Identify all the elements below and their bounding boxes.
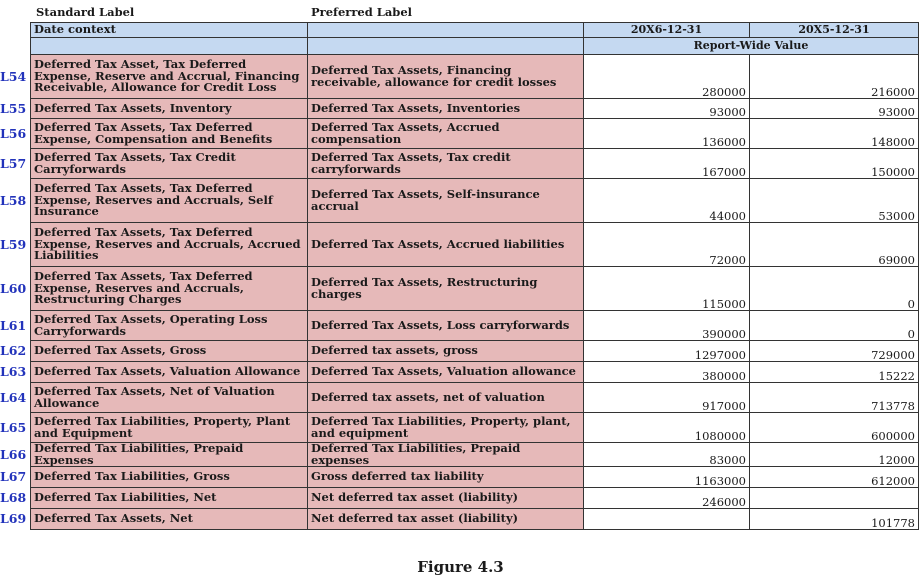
value-20x6-cell: 246000 xyxy=(584,488,750,509)
value-20x6-cell: 93000 xyxy=(584,99,750,119)
date-context-row xyxy=(31,23,919,38)
row-id-label: L67 xyxy=(0,469,27,484)
value-20x5-cell: 612000 xyxy=(750,467,919,488)
row-id-label: L57 xyxy=(0,155,27,171)
value-20x6-cell: 280000 xyxy=(584,55,750,99)
row-id-label: L66 xyxy=(0,446,27,462)
row-id-label: L64 xyxy=(0,389,27,405)
table-row xyxy=(31,509,919,530)
period-col2-header: 20X5-12-31 xyxy=(750,23,919,38)
row-id-label: L62 xyxy=(0,343,27,358)
deferred-tax-table xyxy=(30,22,919,530)
table-row xyxy=(31,383,919,413)
value-20x6-cell: 1163000 xyxy=(584,467,750,488)
table-row xyxy=(31,267,919,311)
standard-label-cell: Deferred Tax Assets, Tax Deferred Expense, Compensation and Benefits xyxy=(31,119,308,149)
value-20x5-cell: 93000 xyxy=(750,99,919,119)
standard-label-cell: Deferred Tax Liabilities, Net xyxy=(31,488,308,509)
value-20x5-cell xyxy=(750,488,919,509)
standard-label-cell: Deferred Tax Liabilities, Gross xyxy=(31,467,308,488)
report-wide-value-header: Report-Wide Value xyxy=(584,38,919,55)
value-20x6-cell: 115000 xyxy=(584,267,750,311)
table-row xyxy=(31,341,919,362)
table-row xyxy=(31,467,919,488)
value-20x5-cell: 0 xyxy=(750,267,919,311)
standard-label-cell: Deferred Tax Assets, Operating Loss Carryforwards xyxy=(31,311,308,341)
value-20x5-cell: 729000 xyxy=(750,341,919,362)
standard-label-cell: Deferred Tax Asset, Tax Deferred Expense, Reserve and Accrual, Financing Receivable, Allowance for Credit Loss xyxy=(31,55,308,99)
value-20x5-cell: 150000 xyxy=(750,149,919,179)
value-20x6-cell: 44000 xyxy=(584,179,750,223)
preferred-label-cell: Deferred Tax Assets, Restructuring charges xyxy=(308,267,584,311)
value-20x5-cell: 101778 xyxy=(750,509,919,530)
preferred-label-cell: Deferred tax assets, net of valuation xyxy=(308,383,584,413)
row-id-label: L69 xyxy=(0,511,27,526)
preferred-label-cell: Net deferred tax asset (liability) xyxy=(308,509,584,530)
table-row xyxy=(31,179,919,223)
value-20x6-cell: 1297000 xyxy=(584,341,750,362)
value-20x5-cell: 15222 xyxy=(750,362,919,383)
date-context-label: Date context xyxy=(31,23,308,38)
value-20x5-cell: 600000 xyxy=(750,413,919,443)
row-id-label: L56 xyxy=(0,125,27,141)
preferred-label-cell: Deferred Tax Assets, Inventories xyxy=(308,99,584,119)
report-wide-row xyxy=(31,38,919,55)
preferred-label-cell: Gross deferred tax liability xyxy=(308,467,584,488)
table-row xyxy=(31,362,919,383)
value-20x5-cell: 713778 xyxy=(750,383,919,413)
report-wide-blank-1 xyxy=(31,38,308,55)
value-20x6-cell: 136000 xyxy=(584,119,750,149)
standard-label-cell: Deferred Tax Assets, Gross xyxy=(31,341,308,362)
value-20x6-cell: 1080000 xyxy=(584,413,750,443)
preferred-label-cell: Deferred Tax Assets, Loss carryforwards xyxy=(308,311,584,341)
row-id-label: L58 xyxy=(0,192,27,208)
standard-label-cell: Deferred Tax Assets, Net xyxy=(31,509,308,530)
preferred-label-cell: Deferred Tax Assets, Financing receivable, allowance for credit losses xyxy=(308,55,584,99)
preferred-label-cell: Deferred tax assets, gross xyxy=(308,341,584,362)
value-20x6-cell: 390000 xyxy=(584,311,750,341)
preferred-label-cell: Deferred Tax Assets, Tax credit carryforwards xyxy=(308,149,584,179)
value-20x5-cell: 148000 xyxy=(750,119,919,149)
standard-label-cell: Deferred Tax Assets, Net of Valuation Allowance xyxy=(31,383,308,413)
value-20x6-cell: 72000 xyxy=(584,223,750,267)
table-row xyxy=(31,488,919,509)
figure-caption: Figure 4.3 xyxy=(417,558,504,576)
table-row xyxy=(31,311,919,341)
report-wide-blank-2 xyxy=(308,38,584,55)
value-20x6-cell: 917000 xyxy=(584,383,750,413)
preferred-label-heading: Preferred Label xyxy=(311,5,413,19)
table-row xyxy=(31,119,919,149)
table-row xyxy=(31,55,919,99)
period-col1-header: 20X6-12-31 xyxy=(584,23,750,38)
table-row xyxy=(31,149,919,179)
preferred-label-cell: Deferred Tax Assets, Self-insurance accrual xyxy=(308,179,584,223)
value-20x5-cell: 12000 xyxy=(750,443,919,467)
row-id-label: L60 xyxy=(0,280,27,296)
row-id-label: L65 xyxy=(0,419,27,435)
table-row xyxy=(31,413,919,443)
value-20x6-cell: 83000 xyxy=(584,443,750,467)
value-20x5-cell: 0 xyxy=(750,311,919,341)
standard-label-heading: Standard Label xyxy=(36,5,135,19)
value-20x6-cell xyxy=(584,509,750,530)
table-row xyxy=(31,443,919,467)
standard-label-cell: Deferred Tax Assets, Inventory xyxy=(31,99,308,119)
row-id-label: L63 xyxy=(0,364,27,379)
value-20x6-cell: 380000 xyxy=(584,362,750,383)
row-id-label: L54 xyxy=(0,68,27,84)
row-id-label: L55 xyxy=(0,100,27,116)
preferred-label-cell: Deferred Tax Assets, Accrued liabilities xyxy=(308,223,584,267)
value-20x6-cell: 167000 xyxy=(584,149,750,179)
preferred-label-cell: Deferred Tax Liabilities, Prepaid expenses xyxy=(308,443,584,467)
column-label-header xyxy=(0,5,921,21)
table-row xyxy=(31,99,919,119)
standard-label-cell: Deferred Tax Assets, Tax Deferred Expense, Reserves and Accruals, Restructuring Charges xyxy=(31,267,308,311)
standard-label-cell: Deferred Tax Assets, Valuation Allowance xyxy=(31,362,308,383)
standard-label-cell: Deferred Tax Assets, Tax Credit Carryforwards xyxy=(31,149,308,179)
preferred-label-cell: Deferred Tax Assets, Valuation allowance xyxy=(308,362,584,383)
date-context-blank xyxy=(308,23,584,38)
preferred-label-cell: Deferred Tax Assets, Accrued compensation xyxy=(308,119,584,149)
standard-label-cell: Deferred Tax Liabilities, Property, Plant and Equipment xyxy=(31,413,308,443)
table-row xyxy=(31,223,919,267)
value-20x5-cell: 216000 xyxy=(750,55,919,99)
preferred-label-cell: Deferred Tax Liabilities, Property, plant, and equipment xyxy=(308,413,584,443)
standard-label-cell: Deferred Tax Assets, Tax Deferred Expense, Reserves and Accruals, Accrued Liabilities xyxy=(31,223,308,267)
value-20x5-cell: 53000 xyxy=(750,179,919,223)
preferred-label-cell: Net deferred tax asset (liability) xyxy=(308,488,584,509)
standard-label-cell: Deferred Tax Liabilities, Prepaid Expenses xyxy=(31,443,308,467)
value-20x5-cell: 69000 xyxy=(750,223,919,267)
standard-label-cell: Deferred Tax Assets, Tax Deferred Expense, Reserves and Accruals, Self Insurance xyxy=(31,179,308,223)
row-id-label: L68 xyxy=(0,490,27,505)
row-id-label: L61 xyxy=(0,317,27,333)
row-id-label: L59 xyxy=(0,236,27,252)
